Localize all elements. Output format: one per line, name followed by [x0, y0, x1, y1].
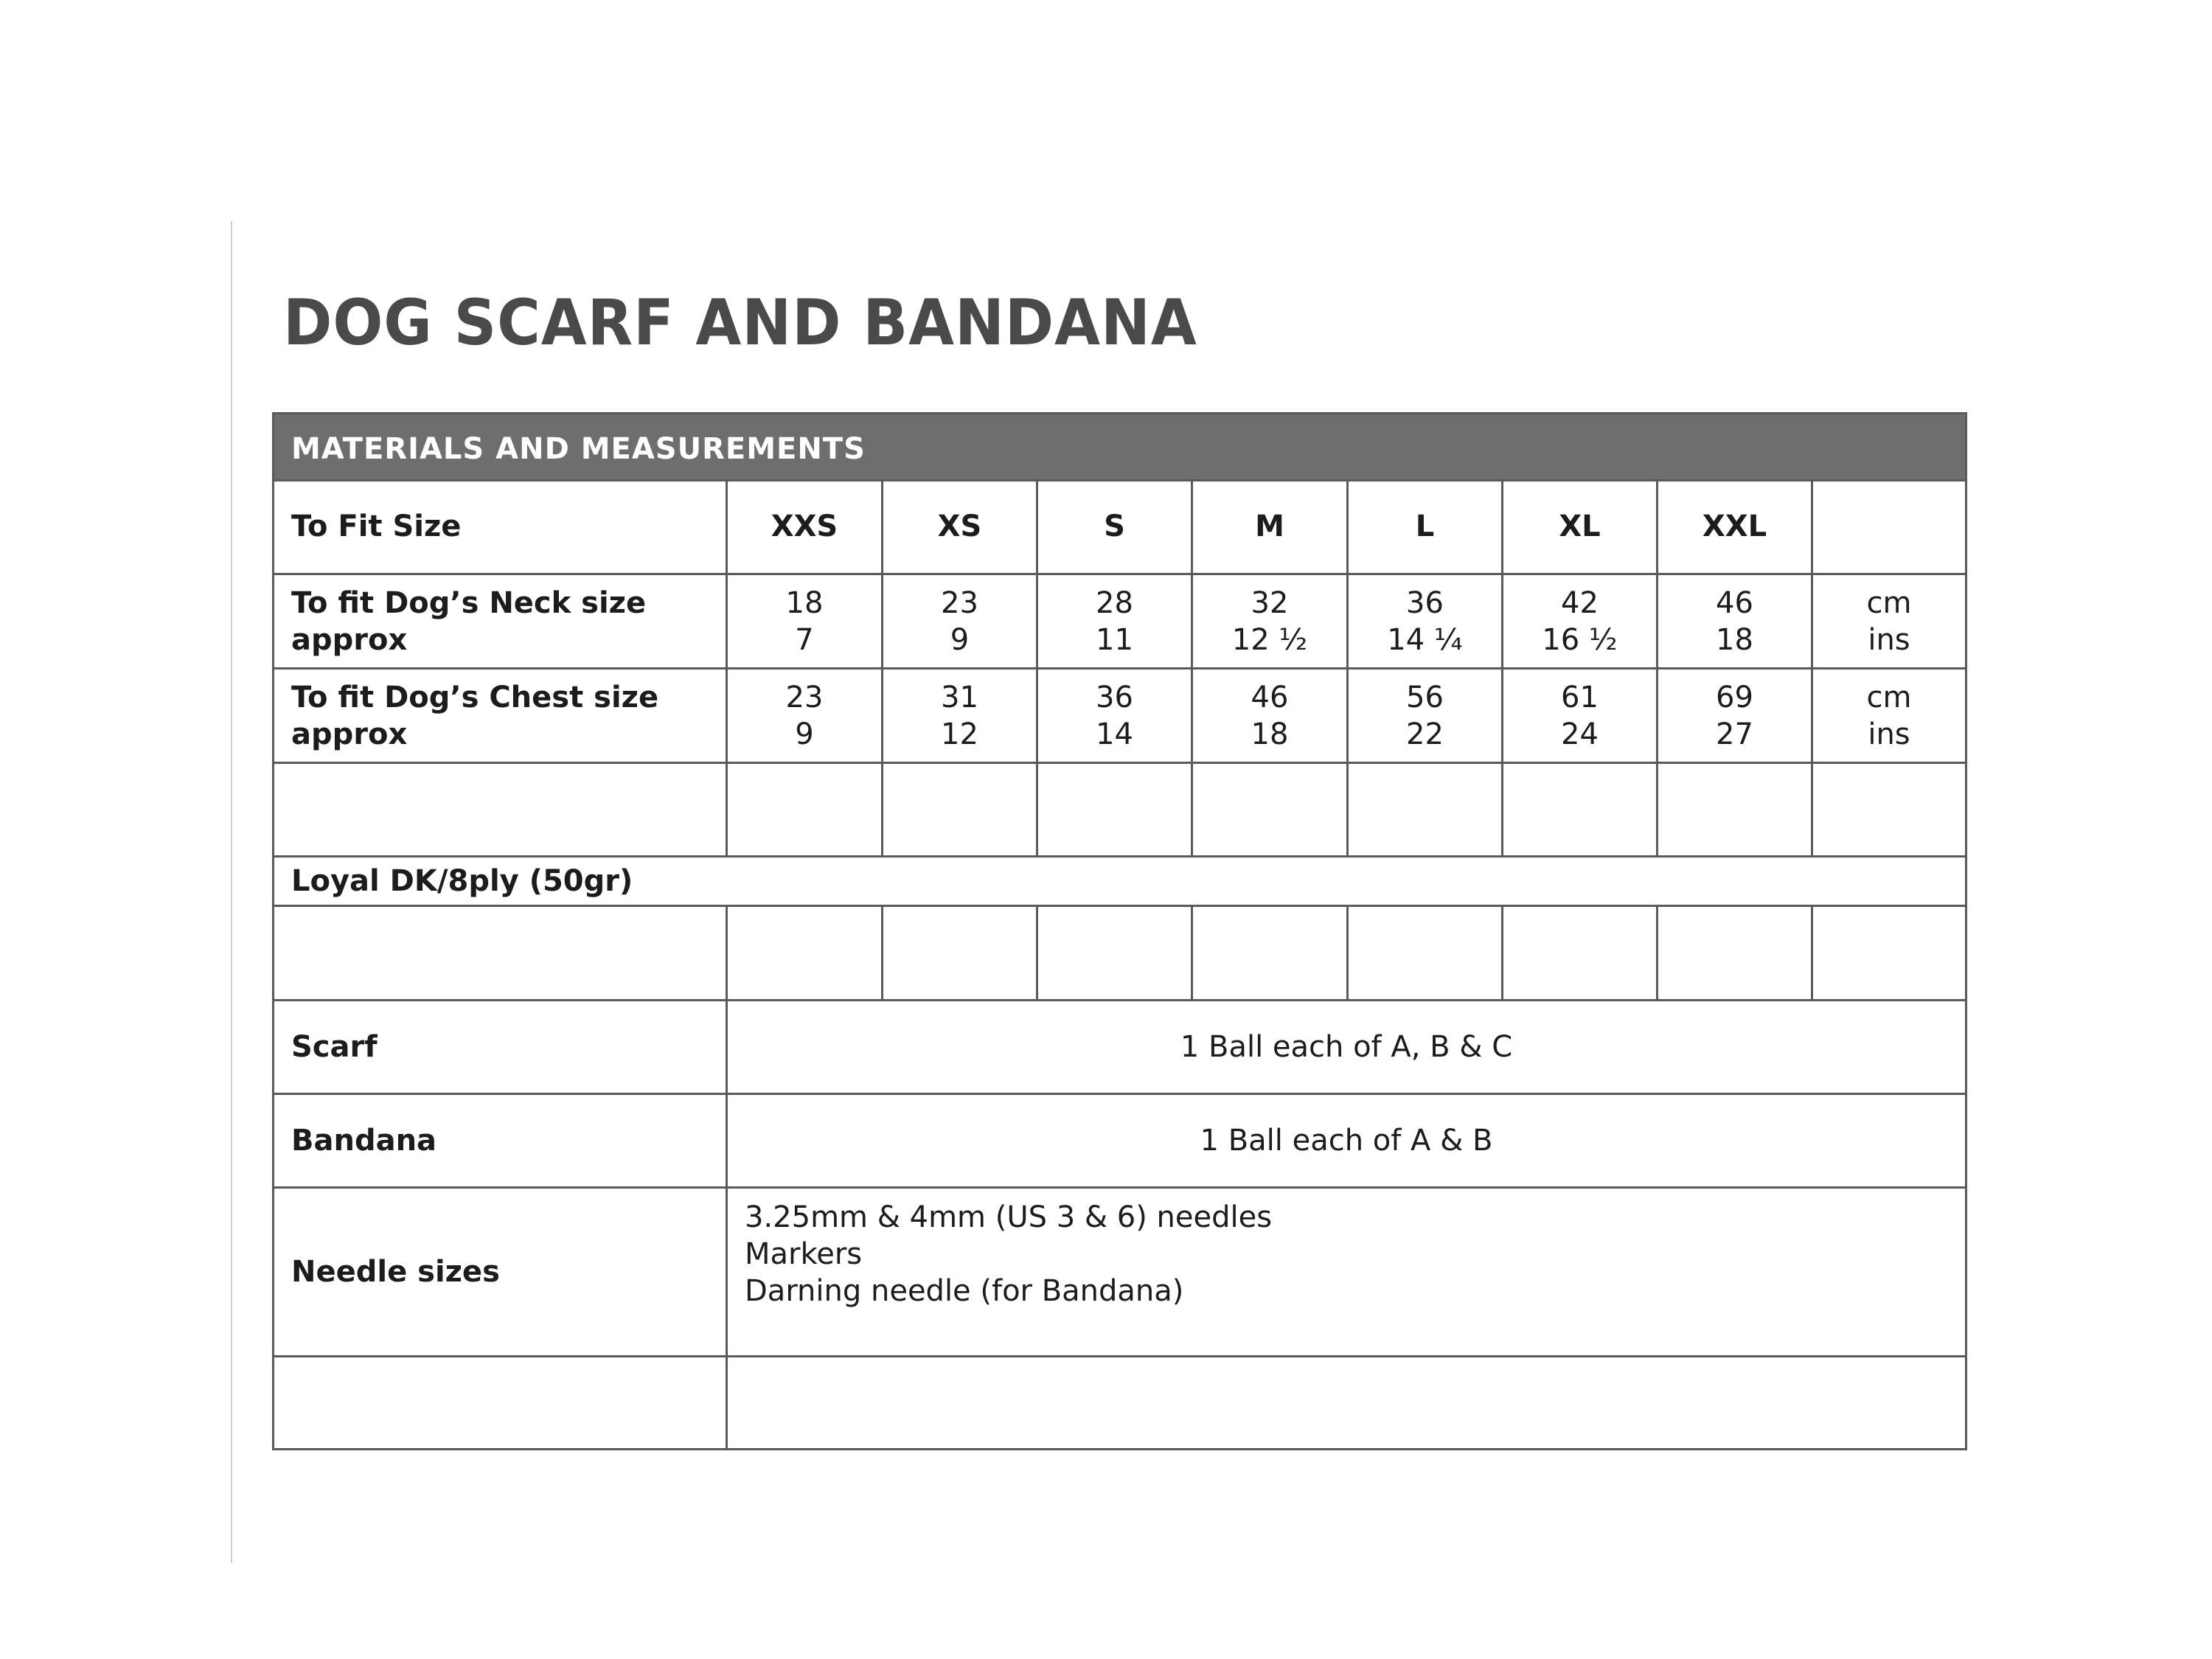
neck-value: 18 7 — [785, 585, 824, 657]
needle-line: Markers — [745, 1237, 863, 1271]
table-header — [274, 414, 1965, 481]
size-xs: XS — [937, 509, 982, 543]
yarn-label: Loyal DK/8ply (50gr) — [291, 864, 633, 898]
chest-unit: cm ins — [1866, 680, 1912, 751]
neck-value: 42 16 ½ — [1542, 585, 1618, 657]
column-divider — [1501, 905, 1503, 1001]
needle-line: Darning needle (for Bandana) — [745, 1274, 1184, 1308]
neck-value: 36 14 ¼ — [1387, 585, 1463, 657]
column-divider — [1346, 905, 1349, 1001]
chest-value: 23 9 — [785, 680, 824, 751]
neck-unit: cm ins — [1866, 585, 1912, 657]
chest-value: 46 18 — [1251, 680, 1289, 751]
table-header-label: MATERIALS AND MEASUREMENTS — [291, 432, 866, 466]
scarf-value: 1 Ball each of A, B & C — [1180, 1030, 1513, 1064]
size-xxs: XXS — [771, 509, 838, 543]
bandana-value: 1 Ball each of A & B — [1200, 1124, 1493, 1158]
size-xl: XL — [1559, 509, 1601, 543]
row-divider — [274, 1355, 1965, 1357]
neck-label: To fit Dog’s Neck size approx — [291, 585, 647, 657]
column-divider — [881, 905, 883, 1001]
row-divider — [274, 762, 1965, 764]
neck-value: 23 9 — [941, 585, 978, 657]
needle-line: 3.25mm & 4mm (US 3 & 6) needles — [745, 1200, 1273, 1234]
column-divider — [1191, 905, 1193, 1001]
chest-value: 61 24 — [1561, 680, 1599, 751]
size-m: M — [1255, 509, 1284, 543]
row-divider — [274, 905, 1965, 907]
page-title: DOG SCARF AND BANDANA — [283, 286, 1197, 360]
column-divider — [1811, 905, 1813, 1001]
materials-table — [272, 412, 1967, 1450]
size-xxl: XXL — [1702, 509, 1767, 543]
neck-value: 28 11 — [1096, 585, 1133, 657]
needle-label: Needle sizes — [291, 1255, 500, 1289]
chest-value: 56 22 — [1406, 680, 1444, 751]
needle-details — [728, 1189, 1965, 1355]
scarf-label: Scarf — [291, 1030, 378, 1064]
bandana-label: Bandana — [291, 1124, 437, 1158]
size-l: L — [1415, 509, 1435, 543]
chest-value: 36 14 — [1096, 680, 1133, 751]
neck-value: 46 18 — [1716, 585, 1753, 657]
chest-label: To fit Dog’s Chest size approx — [291, 680, 659, 751]
neck-value: 32 12 ½ — [1231, 585, 1308, 657]
chest-value: 31 12 — [941, 680, 978, 751]
size-s: S — [1104, 509, 1125, 543]
column-divider — [1656, 905, 1658, 1001]
chest-value: 69 27 — [1716, 680, 1753, 751]
size-label: To Fit Size — [291, 509, 462, 543]
size-unit — [1813, 479, 1965, 573]
page-edge — [231, 221, 232, 1563]
column-divider — [1036, 905, 1038, 1001]
